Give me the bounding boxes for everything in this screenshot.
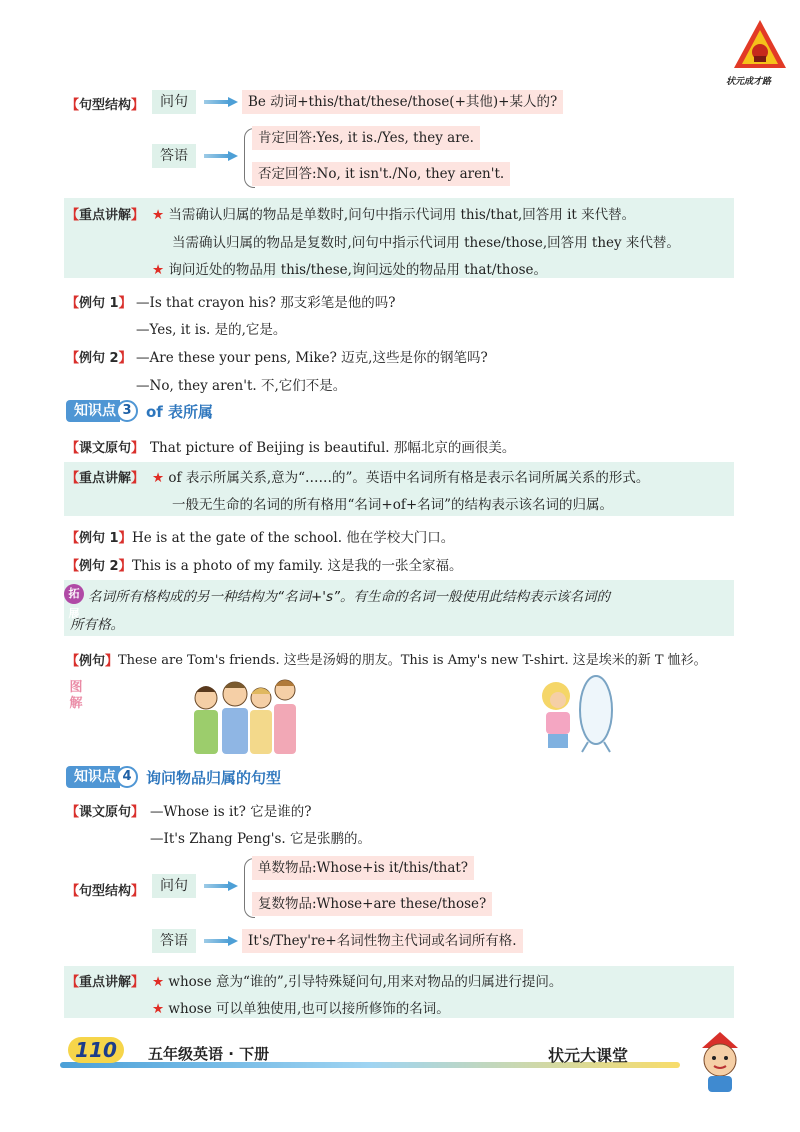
kp-number: 4 bbox=[116, 766, 138, 788]
page-number: 110 bbox=[68, 1037, 124, 1063]
series-title: 状元大课堂 bbox=[548, 1046, 629, 1065]
question-label: 问句 bbox=[152, 874, 196, 898]
explain-tag: 【重点讲解】 bbox=[66, 208, 145, 223]
kp-title: of 表所属 bbox=[146, 402, 214, 421]
example-sentence: He is at the gate of the school. 他在学校大门口。 bbox=[132, 530, 455, 546]
explain-tag: 【重点讲解】 bbox=[66, 471, 145, 486]
text-source-answer: —It's Zhang Peng's. 它是张鹏的。 bbox=[150, 831, 371, 847]
answer-label: 答语 bbox=[152, 144, 196, 168]
text-source-tag: 【课文原句】 bbox=[66, 805, 145, 820]
explain-line: 一般无生命的名词的所有格用“名词+of+名词”的结构表示该名词的归属。 bbox=[172, 497, 614, 513]
book-title: 五年级英语 · 下册 bbox=[148, 1045, 270, 1063]
example-answer: —No, they aren't. 不,它们不是。 bbox=[136, 378, 347, 394]
question-label: 问句 bbox=[152, 90, 196, 114]
answer-pattern: It's/They're+名词性物主代词或名词所有格. bbox=[242, 929, 523, 953]
kp-number: 3 bbox=[116, 400, 138, 422]
structure-tag: 【句型结构】 bbox=[66, 98, 145, 113]
arrow-icon bbox=[204, 97, 240, 107]
example-question: —Is that crayon his? 那支彩笔是他的吗? bbox=[136, 295, 396, 311]
explain-line: ★ whose 可以单独使用,也可以接所修饰的名词。 bbox=[152, 1001, 450, 1017]
family-illustration-icon bbox=[188, 670, 300, 756]
explain-line: ★ 当需确认归属的物品是单数时,问句中指示代词用 this/that,回答用 it 来代替。 bbox=[152, 207, 636, 223]
structure-tag: 【句型结构】 bbox=[66, 884, 145, 899]
question-plural: 复数物品:Whose+are these/those? bbox=[252, 892, 492, 916]
text-source-tag: 【课文原句】 bbox=[66, 441, 145, 456]
answer-label: 答语 bbox=[152, 929, 196, 953]
explain-line: ★ whose 意为“谁的”,引导特殊疑问句,用来对物品的归属进行提问。 bbox=[152, 974, 563, 990]
explain-line: 当需确认归属的物品是复数时,问句中指示代词用 these/those,回答用 they 来代替。 bbox=[172, 235, 680, 251]
extension-line: 名词所有格构成的另一种结构为“名词+'s”。有生命的名词一般使用此结构表示该名词的 bbox=[88, 589, 611, 605]
question-pattern: Be 动词+this/that/these/those(+其他)+某人的? bbox=[242, 90, 563, 114]
example-tag: 【例句 2】 bbox=[66, 351, 132, 366]
arrow-icon bbox=[204, 881, 240, 891]
example-sentence: This is a photo of my family. 这是我的一张全家福。 bbox=[132, 558, 463, 574]
kp-badge: 知识点 bbox=[66, 766, 120, 788]
example-question: —Are these your pens, Mike? 迈克,这些是你的钢笔吗? bbox=[136, 350, 488, 366]
arrow-icon bbox=[204, 151, 240, 161]
mascot-icon bbox=[690, 1030, 750, 1094]
example-answer: —Yes, it is. 是的,它是。 bbox=[136, 322, 287, 338]
extension-line: 所有格。 bbox=[70, 617, 124, 633]
example-tag: 【例句 1】 bbox=[66, 531, 132, 546]
example-tag: 【例句 1】 bbox=[66, 296, 132, 311]
explain-line: ★ of 表示所属关系,意为“……的”。英语中名词所有格是表示名词所属关系的形式。 bbox=[152, 470, 650, 486]
explain-tag: 【重点讲解】 bbox=[66, 975, 145, 990]
answer-negative: 否定回答:No, it isn't./No, they aren't. bbox=[252, 162, 510, 186]
brand-logo-icon bbox=[732, 18, 788, 72]
question-single: 单数物品:Whose+is it/this/that? bbox=[252, 856, 474, 880]
text-source-question: —Whose is it? 它是谁的? bbox=[150, 804, 312, 820]
illustration-label: 图解 bbox=[69, 680, 83, 711]
extension-icon: 拓展 bbox=[64, 584, 84, 604]
text-source-sentence: That picture of Beijing is beautiful. 那幅北京的画很美。 bbox=[150, 440, 516, 456]
girl-mirror-illustration-icon bbox=[526, 672, 622, 754]
knowledge-point-4 bbox=[66, 766, 281, 788]
logo-text: 状元成才路 bbox=[726, 77, 772, 87]
example-tag: 【例句】 bbox=[66, 654, 119, 669]
kp-title: 询问物品归属的句型 bbox=[146, 768, 282, 787]
knowledge-point-3 bbox=[66, 400, 213, 422]
kp-badge: 知识点 bbox=[66, 400, 120, 422]
answer-positive: 肯定回答:Yes, it is./Yes, they are. bbox=[252, 126, 480, 150]
example-tag: 【例句 2】 bbox=[66, 559, 132, 574]
arrow-icon bbox=[204, 936, 240, 946]
explain-line: ★ 询问近处的物品用 this/these,询问远处的物品用 that/those。 bbox=[152, 262, 548, 278]
example-sentence: These are Tom's friends. 这些是汤姆的朋友。This is Amy's new T-shirt. 这是埃米的新 T 恤衫。 bbox=[118, 653, 707, 668]
